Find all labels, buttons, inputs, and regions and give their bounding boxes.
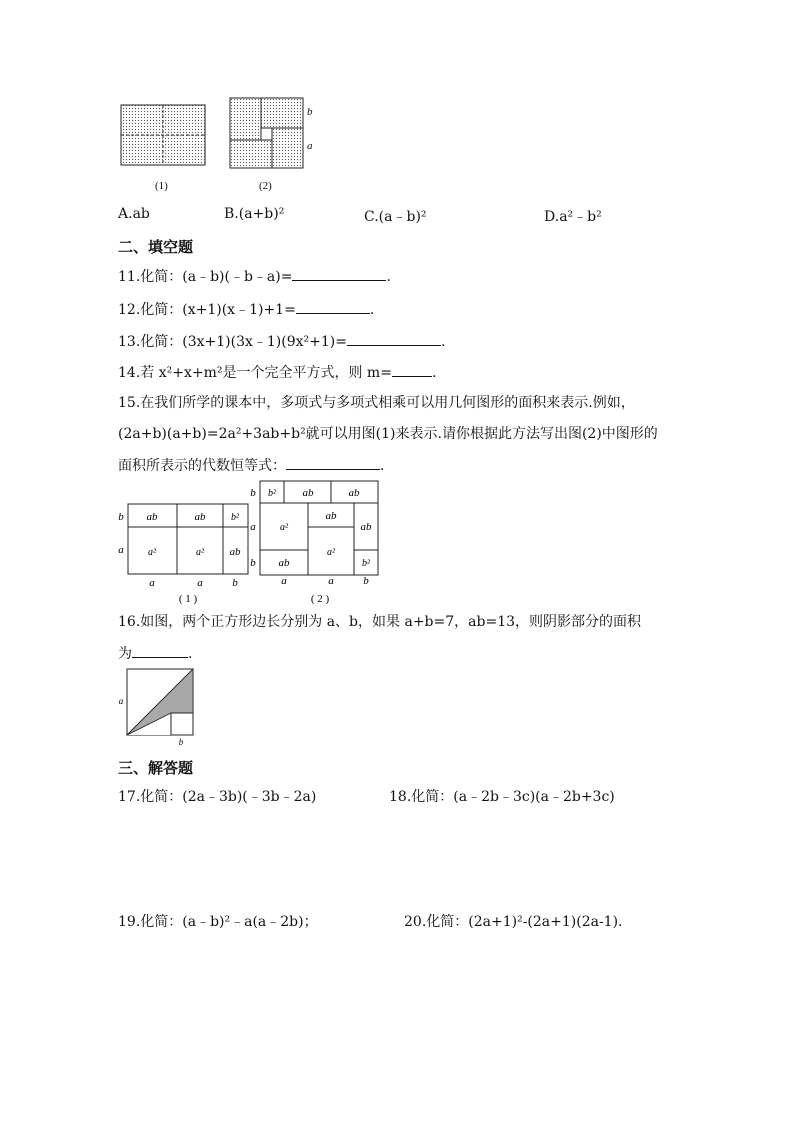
q15-fig1-cell-a2-2: a² [196, 547, 204, 558]
q15-fig1-cell-ab-3: ab [229, 546, 241, 558]
q10-option-d [544, 206, 602, 226]
q15-fig2-top-b2: b² [268, 488, 276, 499]
q15-fig2-side-a: a [250, 521, 256, 533]
q15-fig2-top-ab-2: ab [348, 487, 360, 499]
answer-blank[interactable] [286, 455, 380, 470]
q15-fig2-mid-ab: ab [325, 510, 337, 522]
option-text: ab [132, 206, 150, 222]
question-13 [118, 331, 445, 352]
answer-blank[interactable] [392, 362, 432, 377]
option-letter: A. [118, 206, 133, 222]
question-tail: . [188, 646, 193, 662]
q15-fig2-bottom-b: b [363, 575, 369, 587]
q16-label-a: a [118, 696, 124, 706]
q10-fig2-label-b: b [307, 106, 313, 118]
question-tail: . [431, 365, 437, 381]
q15-fig1-side-a: a [118, 544, 124, 556]
q15-fig1-cell-ab-1: ab [146, 511, 158, 523]
q15-fig2-top-ab-1: ab [302, 487, 314, 499]
section-2-heading: 二、填空题 [118, 238, 194, 256]
question-12 [118, 299, 374, 320]
question-text: 14.若 x²+x+m²是一个完全平方式，则 m= [118, 365, 392, 381]
q10-option-b [224, 206, 284, 222]
q10-fig1-caption: (1) [155, 180, 168, 192]
q16-label-b: b [178, 737, 184, 747]
q15-figure-2 [248, 478, 382, 608]
q15-fig1-cell-a2-1: a² [148, 547, 156, 558]
question-tail: . [369, 302, 375, 318]
q15-fig2-side-b-1: b [250, 487, 256, 499]
q15-fig2-right-ab: ab [360, 521, 372, 533]
question-text: 12.化简：(x+1)(x﹣1)+1= [118, 302, 296, 318]
q10-option-c [364, 206, 427, 226]
q15-fig1-bottom-b: b [232, 577, 238, 589]
q10-figures [110, 92, 330, 198]
question-18: 18.化简：(a﹣2b﹣3c)(a﹣2b+3c) [389, 789, 615, 805]
q15-fig2-left-a2: a² [280, 522, 288, 533]
q15-fig1-cell-b2: b² [231, 512, 239, 523]
question-19: 19.化简：(a﹣b)²﹣a(a﹣2b)； [118, 914, 318, 930]
question-16-line-2 [118, 643, 192, 664]
q15-fig1-bottom-a-1: a [149, 577, 155, 589]
question-20: 20.化简：(2a+1)²-(2a+1)(2a-1). [404, 914, 623, 930]
answer-blank[interactable] [132, 643, 188, 658]
q15-fig1-bottom-a-2: a [197, 577, 203, 589]
q15-fig2-bottom-a-2: a [328, 575, 334, 587]
q15-fig2-side-b-2: b [250, 557, 256, 569]
option-text: (a+b)² [238, 206, 285, 222]
answer-blank[interactable] [347, 331, 441, 346]
section-3-heading: 三、解答题 [118, 759, 194, 777]
q15-figure-1 [116, 500, 254, 608]
question-text: 面积所表示的代数恒等式： [118, 458, 286, 474]
option-letter: D. [544, 209, 560, 225]
answer-blank[interactable] [296, 299, 370, 314]
question-text: 为 [118, 646, 132, 662]
q15-fig1-side-b: b [118, 511, 124, 523]
q10-option-a [118, 206, 150, 222]
question-15-line-2: (2a+b)(a+b)=2a²+3ab+b²就可以用图(1)来表示.请你根据此方法写出图(2)中图形的 [118, 426, 658, 442]
q10-fig2-label-a: a [307, 140, 313, 152]
question-15-line-1: 15.在我们所学的课本中，多项式与多项式相乘可以用几何图形的面积来表示.例如， [118, 395, 635, 411]
option-letter: B. [224, 206, 239, 222]
question-17: 17.化简：(2a﹣3b)(﹣3b﹣2a) [118, 789, 317, 805]
q15-fig1-caption: ( 1 ) [178, 593, 198, 605]
q15-fig2-bottom-a-1: a [281, 575, 287, 587]
q15-fig2-mid-a2: a² [327, 547, 335, 558]
question-text: 13.化简：(3x+1)(3x﹣1)(9x²+1)= [118, 334, 347, 350]
question-tail: . [380, 458, 385, 474]
q15-fig1-cell-ab-2: ab [194, 511, 206, 523]
option-letter: C. [364, 209, 379, 225]
question-15-line-3 [118, 455, 384, 476]
question-text: 11.化简：(a﹣b)(﹣b﹣a)= [118, 269, 293, 285]
q10-fig2-caption: (2) [259, 180, 272, 192]
q10-figure-1 [121, 105, 205, 165]
q16-figure [114, 666, 198, 750]
q10-figure-2 [230, 98, 303, 168]
q15-fig2-right-b2: b² [362, 558, 370, 569]
question-16-line-1: 16.如图，两个正方形边长分别为 a、b，如果 a+b=7，ab=13，则阴影部分的面积 [118, 614, 642, 630]
option-text: a²﹣b² [559, 209, 602, 225]
question-11 [118, 266, 391, 287]
q15-fig2-left-ab: ab [278, 557, 290, 569]
q15-fig2-caption: ( 2 ) [310, 593, 330, 605]
question-14 [118, 362, 436, 383]
question-tail: . [386, 269, 391, 285]
question-tail: . [440, 334, 446, 350]
option-text: (a﹣b)² [378, 209, 427, 225]
answer-blank[interactable] [292, 266, 386, 281]
